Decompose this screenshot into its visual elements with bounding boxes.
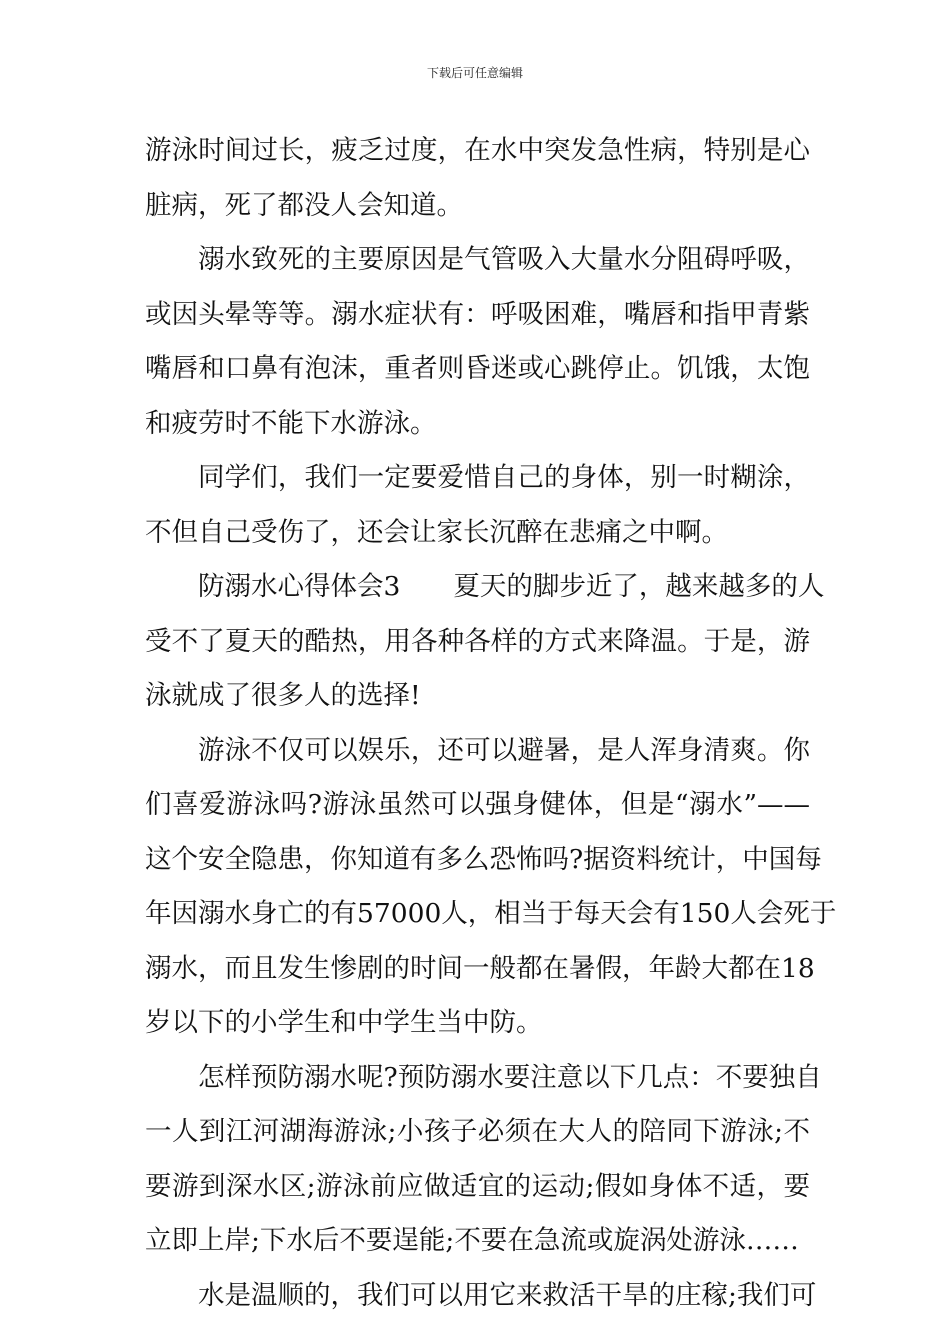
- page-header: 下载后可任意编辑: [426, 66, 523, 80]
- text-line: 一人到江河湖海游泳;小孩子必须在大人的陪同下游泳;不: [145, 1116, 810, 1147]
- text-line: 水是温顺的，我们可以用它来救活干旱的庄稼;我们可: [198, 1279, 817, 1311]
- text-line: 受不了夏天的酷热，用各种各样的方式来降温。于是，游: [145, 625, 810, 657]
- paragraph: [145, 451, 810, 560]
- text-line: 游泳不仅可以娱乐，还可以避暑，是人浑身清爽。你: [198, 734, 810, 766]
- paragraph: [145, 1051, 822, 1269]
- text-line: 不但自己受伤了，还会让家长沉醉在悲痛之中啊。: [145, 516, 728, 548]
- text-line: 防溺水心得体会3 夏天的脚步近了，越来越多的人: [198, 571, 825, 602]
- text-line: 或因头晕等等。溺水症状有：呼吸困难，嘴唇和指甲青紫: [145, 298, 810, 330]
- text-line: 脏病，死了都没人会知道。: [145, 189, 463, 221]
- text-line: 和疲劳时不能下水游泳。: [145, 407, 437, 439]
- text-line: 年因溺水身亡的有57000人，相当于每天会有150人会死于: [145, 898, 837, 929]
- text-line: 同学们，我们一定要爱惜自己的身体，别一时糊涂，: [198, 462, 810, 493]
- paragraph: [145, 560, 825, 724]
- text-line: 们喜爱游泳吗?游泳虽然可以强身健体，但是“溺水”——: [145, 789, 810, 820]
- text-line: 泳就成了很多人的选择!: [145, 680, 421, 711]
- paragraph: [145, 124, 810, 233]
- paragraph: [145, 233, 810, 451]
- text-line: 溺水致死的主要原因是气管吸入大量水分阻碍呼吸，: [198, 244, 810, 275]
- text-line: 这个安全隐患，你知道有多么恐怖吗?据资料统计，中国每: [145, 843, 822, 875]
- text-line: 岁以下的小学生和中学生当中防。: [145, 1007, 543, 1038]
- text-line: 立即上岸;下水后不要逞能;不要在急流或旋涡处游泳……: [145, 1225, 799, 1256]
- paragraph: [145, 1269, 817, 1324]
- text-line: 怎样预防溺水呢?预防溺水要注意以下几点：不要独自: [198, 1061, 822, 1093]
- document-body: [145, 124, 837, 1323]
- paragraph: [145, 724, 837, 1051]
- text-line: 游泳时间过长，疲乏过度，在水中突发急性病，特别是心: [145, 135, 810, 166]
- text-line: 要游到深水区;游泳前应做适宜的运动;假如身体不适，要: [145, 1170, 810, 1202]
- text-line: 溺水，而且发生惨剧的时间一般都在暑假，年龄大都在18: [145, 952, 815, 984]
- text-line: 嘴唇和口鼻有泡沫，重者则昏迷或心跳停止。饥饿，太饱: [145, 353, 810, 384]
